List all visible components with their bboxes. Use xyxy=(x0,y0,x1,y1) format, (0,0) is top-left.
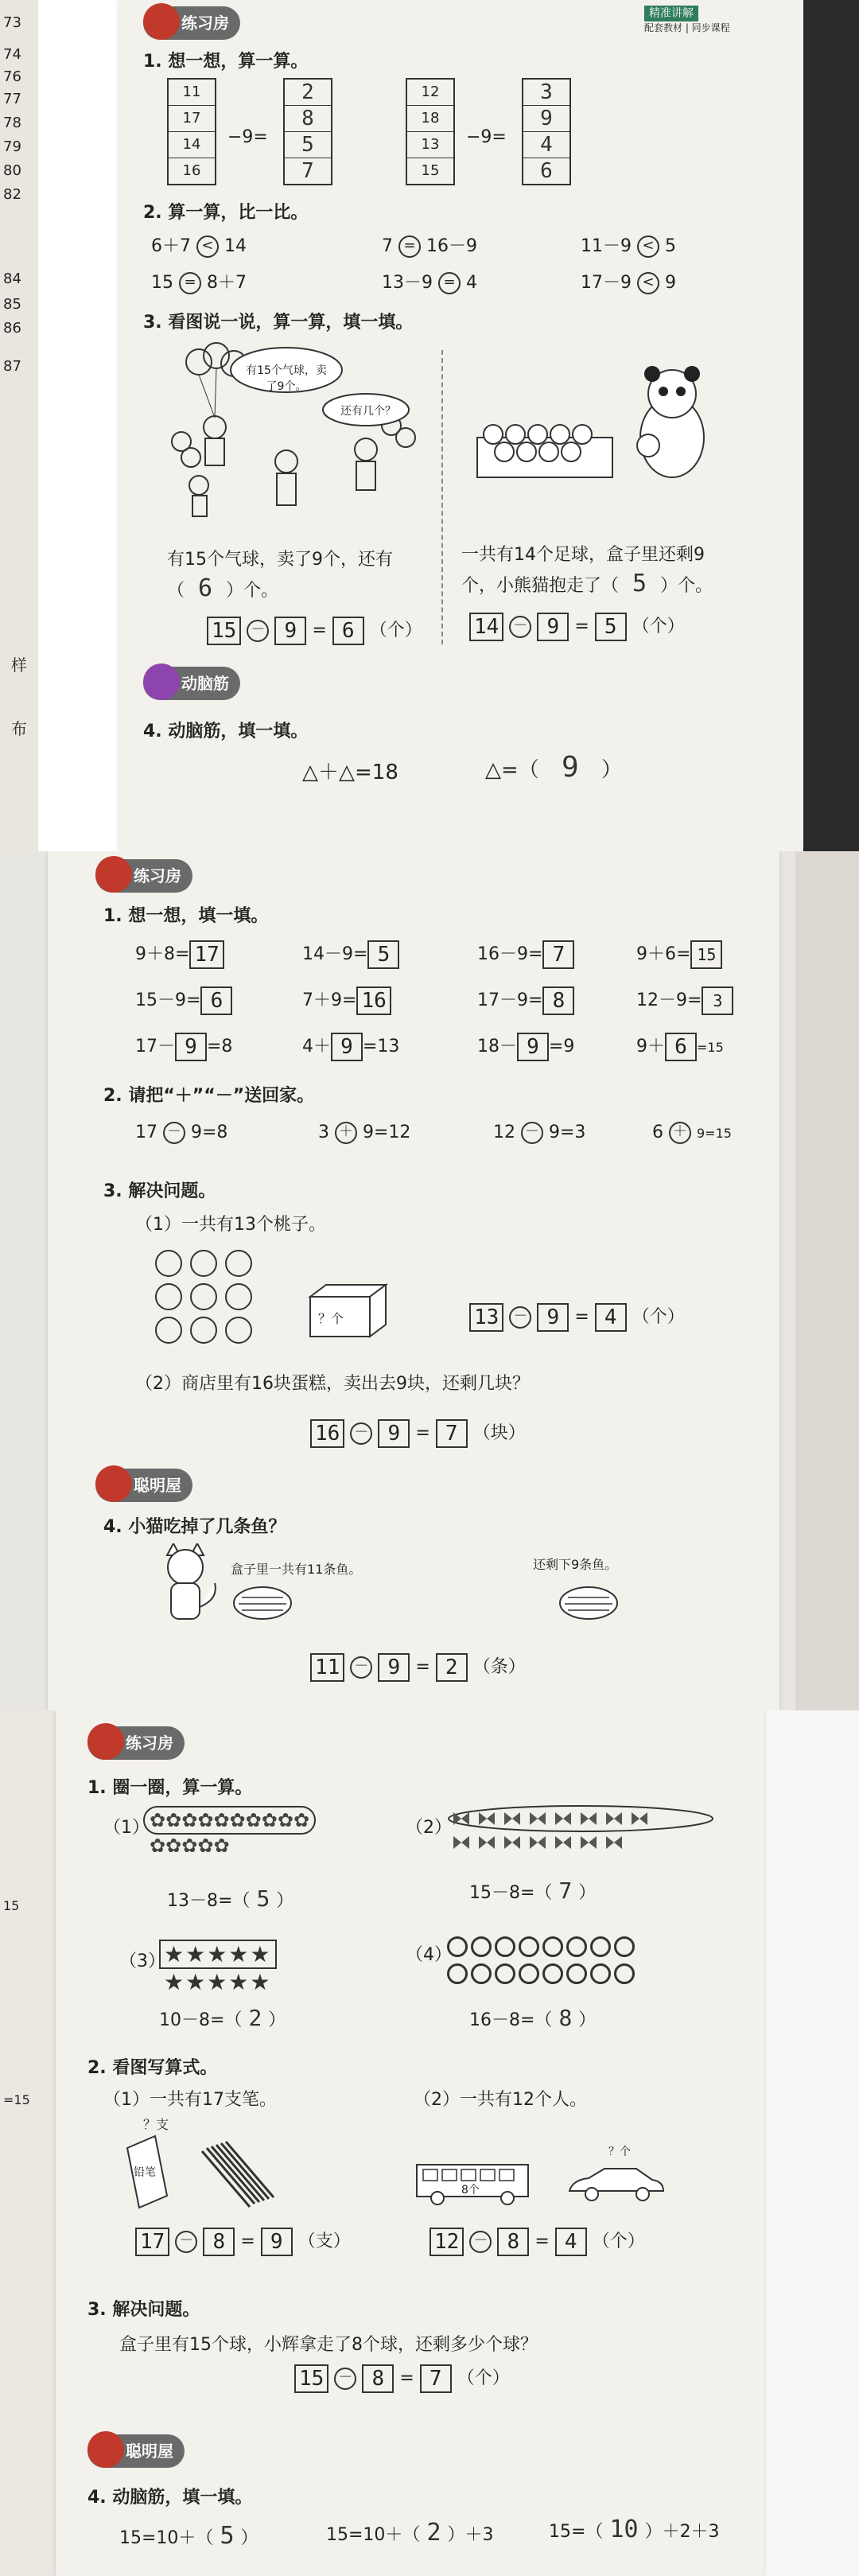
fill-item xyxy=(636,986,733,1015)
operand-tail: 9=12 xyxy=(363,1123,411,1142)
expr: 18－ xyxy=(477,1037,517,1056)
operand: 17 xyxy=(135,1123,157,1142)
badge-icon xyxy=(143,663,180,700)
question-title: 4. 小猫吃掉了几条鱼？ xyxy=(103,1517,286,1537)
badge-label: 练习房 xyxy=(181,14,229,33)
fill-item xyxy=(135,940,224,969)
answer-box[interactable]: 2 xyxy=(436,1653,468,1682)
page-number: 78 xyxy=(3,115,21,131)
peaches-illustration xyxy=(151,1246,262,1349)
number-cards-right xyxy=(406,78,455,185)
compare-right: 14 xyxy=(224,236,247,256)
page-number: 87 xyxy=(3,358,21,375)
expr-tail: ）＋2＋3 xyxy=(644,2522,720,2542)
circle-equation xyxy=(159,2005,286,2031)
number-card: 17 xyxy=(169,106,215,132)
answer-box[interactable]: 7 xyxy=(420,2364,452,2393)
equals-sign: = xyxy=(415,1657,430,1677)
brand-label: 精准讲解 xyxy=(644,6,698,21)
equals-sign: = xyxy=(574,1307,589,1327)
equals-sign: = xyxy=(534,2232,550,2251)
question-title: 3. 解决问题。 xyxy=(87,2300,200,2320)
operator-circle[interactable]: － xyxy=(350,1656,372,1679)
operator-circle[interactable]: － xyxy=(163,1122,185,1144)
answer-box[interactable]: 15 xyxy=(207,617,241,645)
operator-item xyxy=(493,1122,585,1144)
operator-circle[interactable]: － xyxy=(509,616,531,638)
fill-item xyxy=(477,940,574,969)
answer-box[interactable]: 9 xyxy=(261,2228,293,2256)
compare-item xyxy=(382,232,477,258)
operator-circle[interactable]: － xyxy=(350,1422,372,1445)
question-title: 1. 想一想，填一填。 xyxy=(103,906,269,926)
answer-box[interactable]: 15 xyxy=(690,940,722,969)
compare-sign[interactable]: < xyxy=(637,272,659,294)
answer-value[interactable]: 2 xyxy=(426,2519,441,2547)
answer-box[interactable]: 9 xyxy=(331,1033,363,1061)
number-card: 13 xyxy=(407,132,453,158)
question-title: 3. 看图说一说，算一算，填一填。 xyxy=(143,313,414,333)
section-badge xyxy=(87,2434,185,2468)
answer-value[interactable]: 6 xyxy=(198,574,213,602)
fill-item xyxy=(636,940,722,969)
unit-label: （个） xyxy=(632,617,685,636)
operation-label: −9= xyxy=(227,127,268,147)
pencil-box-label: 铅笔 xyxy=(134,2166,156,2179)
brand-sub: 配套教材 | 同步课程 xyxy=(644,22,730,33)
sub-label: （2） xyxy=(406,1818,452,1838)
expr: 9＋6= xyxy=(636,944,691,964)
paren-open: （ xyxy=(167,581,185,601)
sub-question: （1）一共有13个桃子。 xyxy=(135,1215,326,1235)
operator-circle[interactable]: ＋ xyxy=(669,1122,691,1144)
paper-sheet xyxy=(56,1710,764,2576)
expr: 13－8=（ xyxy=(167,1891,251,1911)
operand-tail: 9=15 xyxy=(697,1126,732,1141)
answer-box[interactable]: 7 xyxy=(542,940,574,969)
paper-sheet xyxy=(48,851,779,1710)
side-text: 样 xyxy=(11,656,27,675)
equation-row xyxy=(469,1303,685,1332)
triangle-answer xyxy=(485,751,622,784)
operand: 3 xyxy=(318,1123,329,1142)
compare-left: 15 xyxy=(151,273,173,293)
badge-icon xyxy=(87,1723,124,1760)
sub-question: （2）商店里有16块蛋糕，卖出去9块，还剩几块？ xyxy=(135,1374,530,1394)
triangle-equation: △＋△=18 xyxy=(302,761,398,784)
unit-label: （个） xyxy=(369,621,422,640)
operator-circle[interactable]: － xyxy=(334,2368,356,2390)
background-dark xyxy=(795,851,859,1710)
answer-value[interactable]: 9 xyxy=(562,751,579,784)
expr: 16－9= xyxy=(477,944,543,964)
compare-sign[interactable]: = xyxy=(179,272,201,294)
worksheet-page-2 xyxy=(0,851,859,1710)
unit-label: （个） xyxy=(632,1307,685,1327)
answer-box[interactable]: 9 xyxy=(175,1033,207,1061)
flower-row: ✿✿✿✿✿✿✿✿✿✿ xyxy=(143,1806,316,1835)
answer-box[interactable]: 13 xyxy=(469,1303,503,1332)
operator-circle[interactable]: － xyxy=(521,1122,543,1144)
problem-text: 盒子里有15个球，小辉拿走了8个球，还剩多少个球？ xyxy=(119,2335,538,2355)
answer-value[interactable]: 8 xyxy=(558,2005,573,2031)
fill-item xyxy=(477,986,574,1015)
operator-item xyxy=(318,1122,410,1144)
background-dark xyxy=(764,1710,859,2576)
answer-box[interactable]: 12 xyxy=(430,2228,464,2256)
page-number: 74 xyxy=(3,46,21,63)
operator-circle[interactable]: － xyxy=(247,620,269,642)
compare-item xyxy=(151,232,247,258)
fish-box-illustration xyxy=(231,1583,294,1623)
star-row: ★★★★★ xyxy=(159,1940,277,1969)
compare-item xyxy=(382,269,477,294)
answer-card[interactable]: 5 xyxy=(285,132,331,158)
expr: 10－8=（ xyxy=(159,2010,243,2030)
box-illustration xyxy=(302,1281,390,1344)
operator-item xyxy=(135,1122,227,1144)
expr: 15=（ xyxy=(549,2522,604,2542)
answer-cards-left xyxy=(283,78,332,185)
caption: 盒子里一共有11条鱼。 xyxy=(231,1562,362,1577)
paren-close: ）个。 xyxy=(660,576,713,596)
number-card: 16 xyxy=(182,162,201,179)
answer-box[interactable]: 6 xyxy=(665,1033,697,1061)
answer-card[interactable]: 8 xyxy=(285,106,331,132)
sub-label: （1） xyxy=(103,1818,150,1838)
answer-value[interactable]: 2 xyxy=(248,2005,262,2031)
fill-equation xyxy=(119,2522,258,2550)
equation-row xyxy=(294,2364,510,2393)
flower-group xyxy=(143,1806,406,1857)
equation-row xyxy=(207,617,422,645)
answer-box[interactable]: 16 xyxy=(356,986,391,1015)
expr: 4＋ xyxy=(302,1037,331,1056)
number-cards-left xyxy=(167,78,216,185)
answer-box[interactable]: 9 xyxy=(378,1653,410,1682)
paren-close: ） xyxy=(578,2010,597,2030)
football-box-illustration xyxy=(461,358,724,509)
answer-box[interactable]: 9 xyxy=(537,1303,569,1332)
compare-sign[interactable]: < xyxy=(637,235,659,258)
expr: 17－9= xyxy=(477,990,543,1010)
answer-card[interactable]: 7 xyxy=(301,159,314,183)
answer-box[interactable]: 16 xyxy=(310,1419,344,1448)
unit-label: （支） xyxy=(297,2232,351,2251)
paren-close: ）个。 xyxy=(226,581,279,601)
compare-item xyxy=(581,232,676,258)
answer-value[interactable]: 5 xyxy=(256,1885,270,1912)
operator-circle[interactable]: － xyxy=(175,2231,197,2253)
badge-label: 练习房 xyxy=(126,1734,173,1753)
section-badge xyxy=(87,1726,185,1760)
fill-item xyxy=(302,986,391,1015)
page-number: 85 xyxy=(3,296,21,313)
paren-close: ） xyxy=(601,758,623,782)
box-label: ？个 xyxy=(318,1311,344,1326)
ring-row xyxy=(445,1935,684,1962)
badge-label: 聪明屋 xyxy=(126,2442,173,2461)
compare-left: 6＋7 xyxy=(151,236,191,256)
operand: 6 xyxy=(652,1123,663,1142)
fill-equation xyxy=(549,2516,720,2543)
answer-value[interactable]: 10 xyxy=(609,2516,639,2543)
section-badge xyxy=(143,6,240,40)
speech-bubble: 还有几个？ xyxy=(340,405,396,418)
answer-box[interactable]: 9 xyxy=(378,1419,410,1448)
question-title: 1. 圈一圈，算一算。 xyxy=(87,1778,253,1798)
page-number: 86 xyxy=(3,320,21,337)
answer-box[interactable]: 4 xyxy=(595,1303,627,1332)
compare-left: 13－9 xyxy=(382,273,433,293)
equals-sign: = xyxy=(574,617,589,636)
equals-sign: = xyxy=(415,1423,430,1443)
problem-text: 有15个气球，卖了9个，还有 xyxy=(167,550,393,570)
worksheet-page-3 xyxy=(0,1710,859,2576)
compare-sign[interactable]: = xyxy=(398,235,421,258)
question-title: 4. 动脑筋，填一填。 xyxy=(87,2488,253,2508)
operator-circle[interactable]: ＋ xyxy=(335,1122,357,1144)
expr: 12－9= xyxy=(636,990,702,1010)
question-title: 4. 动脑筋，填一填。 xyxy=(143,722,309,741)
expr: 15－8=（ xyxy=(469,1883,553,1903)
background-dark xyxy=(803,0,859,851)
answer-card[interactable]: 4 xyxy=(523,132,569,158)
side-text: 布 xyxy=(11,719,27,738)
left-page-edge xyxy=(0,0,38,851)
expr-tail: ）＋3 xyxy=(447,2525,494,2545)
operand-tail: 9=8 xyxy=(191,1123,228,1142)
answer-box[interactable]: 8 xyxy=(203,2228,235,2256)
page-number: 84 xyxy=(3,270,21,287)
paren-close: ） xyxy=(276,1891,294,1911)
answer-box[interactable]: 15 xyxy=(294,2364,328,2393)
problem-text: 一共有14个足球，盒子里还剩9 xyxy=(461,545,705,565)
equals-sign: = xyxy=(240,2232,255,2251)
expr-tail: =15 xyxy=(697,1040,724,1055)
answer-box[interactable]: 17 xyxy=(135,2228,169,2256)
equation-row xyxy=(430,2228,645,2256)
ring-row xyxy=(445,1962,684,1989)
expr: 7＋9= xyxy=(302,990,357,1010)
page-number: 79 xyxy=(3,138,21,155)
number-card: 18 xyxy=(407,106,453,132)
paren-close: ） xyxy=(578,1883,597,1903)
fish-box-illustration xyxy=(557,1583,620,1623)
question-title: 2. 看图写算式。 xyxy=(87,2058,218,2078)
answer-card[interactable]: 2 xyxy=(285,80,331,106)
section-badge xyxy=(143,667,240,700)
circle-equation xyxy=(469,2005,596,2031)
paren-close: ） xyxy=(268,2010,286,2030)
answer-box[interactable]: 11 xyxy=(310,1653,344,1682)
circle-equation xyxy=(469,1878,596,1904)
compare-item xyxy=(581,269,676,294)
fill-item xyxy=(302,940,399,969)
number-card: 14 xyxy=(169,132,215,158)
compare-left: 17－9 xyxy=(581,273,632,293)
edge-text: =15 xyxy=(3,2092,30,2107)
expr-tail: =9 xyxy=(549,1037,575,1056)
fill-item xyxy=(636,1033,724,1061)
circle-equation xyxy=(167,1885,293,1912)
operator-item xyxy=(652,1122,732,1144)
number-card: 11 xyxy=(169,80,215,106)
operator-circle[interactable]: － xyxy=(469,2231,492,2253)
compare-right: 5 xyxy=(665,236,676,256)
page-number: 80 xyxy=(3,162,21,179)
page-number: 77 xyxy=(3,91,21,107)
answer-box[interactable]: 8 xyxy=(362,2364,394,2393)
operand-tail: 9=3 xyxy=(549,1123,586,1142)
compare-sign[interactable]: = xyxy=(438,272,461,294)
sub-question: （2）一共有12个人。 xyxy=(414,2090,587,2110)
answer-box[interactable]: 4 xyxy=(555,2228,587,2256)
problem-text-part: 个，小熊猫抱走了（ xyxy=(461,576,620,596)
answer-box[interactable]: 8 xyxy=(542,986,574,1015)
answer-box[interactable]: 6 xyxy=(200,986,232,1015)
unit-label: （条） xyxy=(472,1657,526,1677)
brand-badge xyxy=(644,5,730,34)
page-number: 76 xyxy=(3,68,21,85)
equals-sign: = xyxy=(312,621,327,640)
bus-label: 8个 xyxy=(461,2184,480,2197)
answer-value[interactable]: 7 xyxy=(558,1878,573,1904)
number-card: 15 xyxy=(421,162,440,179)
page-number: 73 xyxy=(3,14,21,31)
number-card: 12 xyxy=(407,80,453,106)
equation-row xyxy=(310,1653,526,1682)
compare-left: 7 xyxy=(382,236,393,256)
operand: 12 xyxy=(493,1123,515,1142)
operator-circle[interactable]: － xyxy=(509,1306,531,1329)
answer-box[interactable]: 9 xyxy=(517,1033,549,1061)
answer-card[interactable]: 9 xyxy=(523,106,569,132)
compare-right: 16－9 xyxy=(426,236,477,256)
unit-label: （个） xyxy=(457,2368,510,2388)
star-row: ★★★★★ xyxy=(164,1969,272,1995)
badge-icon xyxy=(143,3,180,40)
expr: 9＋ xyxy=(636,1037,665,1056)
operation-label: −9= xyxy=(466,127,507,147)
expr-tail: =13 xyxy=(363,1037,400,1056)
equation-row xyxy=(310,1419,526,1448)
expr-tail: =8 xyxy=(207,1037,233,1056)
flower-row: ✿✿✿✿✿ xyxy=(150,1835,230,1857)
triangle-label: △=（ xyxy=(485,758,539,782)
answer-value[interactable]: 5 xyxy=(220,2522,235,2550)
fill-item xyxy=(477,1033,574,1061)
compare-item xyxy=(151,269,247,294)
expr: 15－9= xyxy=(135,990,201,1010)
answer-card[interactable]: 3 xyxy=(523,80,569,106)
expr: 15=10＋（ xyxy=(326,2525,421,2545)
caption: 还剩下9条鱼。 xyxy=(533,1557,618,1572)
question-mark-label: ？支 xyxy=(143,2117,169,2132)
badge-label: 练习房 xyxy=(134,866,181,885)
badge-label: 聪明屋 xyxy=(134,1476,181,1495)
answer-box[interactable]: 9 xyxy=(537,613,569,641)
section-badge xyxy=(95,1469,192,1502)
divider xyxy=(441,350,443,644)
question-title: 2. 请把“＋”“－”送回家。 xyxy=(103,1086,315,1106)
ring-group xyxy=(445,1935,684,1989)
car-label: ？个 xyxy=(608,2146,631,2158)
fill-item xyxy=(302,1033,399,1061)
badge-icon xyxy=(95,856,132,893)
paper-sheet xyxy=(119,0,803,851)
badge-label: 动脑筋 xyxy=(181,674,229,693)
answer-box[interactable]: 14 xyxy=(469,613,503,641)
answer-box[interactable]: 8 xyxy=(497,2228,529,2256)
answer-value[interactable]: 5 xyxy=(632,570,647,597)
answer-box[interactable]: 5 xyxy=(367,940,399,969)
answer-cards-right xyxy=(522,78,571,185)
answer-card[interactable]: 6 xyxy=(540,159,553,183)
badge-icon xyxy=(95,1465,132,1502)
answer-box[interactable]: 5 xyxy=(595,613,627,641)
badge-icon xyxy=(87,2431,124,2468)
star-group xyxy=(159,1940,277,1995)
sub-label: （4） xyxy=(406,1945,452,1965)
unit-label: （块） xyxy=(472,1423,526,1443)
car-illustration xyxy=(565,2164,668,2204)
problem-text xyxy=(167,574,278,602)
answer-box[interactable]: 7 xyxy=(436,1419,468,1448)
expr: 16－8=（ xyxy=(469,2010,553,2030)
equation-row xyxy=(469,613,685,641)
question-title: 3. 解决问题。 xyxy=(103,1181,216,1201)
compare-left: 11－9 xyxy=(581,236,632,256)
fill-item xyxy=(135,1033,232,1061)
answer-box[interactable]: 3 xyxy=(702,986,733,1015)
edge-text: 15 xyxy=(3,1898,20,1913)
sub-label: （3） xyxy=(119,1951,165,1971)
expr: 15=10＋（ xyxy=(119,2528,214,2548)
pencils-illustration xyxy=(199,2140,278,2212)
butterfly-group xyxy=(445,1804,716,1860)
answer-box[interactable]: 17 xyxy=(189,940,223,969)
page-number: 82 xyxy=(3,186,21,203)
sub-question: （1）一共有17支笔。 xyxy=(103,2090,277,2110)
section-badge xyxy=(95,859,192,893)
answer-box[interactable]: 9 xyxy=(274,617,306,645)
question-title: 2. 算一算，比一比。 xyxy=(143,203,309,223)
fill-equation xyxy=(326,2519,494,2547)
equals-sign: = xyxy=(399,2368,414,2388)
fill-item xyxy=(135,986,232,1015)
expr-tail: ） xyxy=(240,2528,258,2548)
compare-right: 9 xyxy=(665,273,676,293)
worksheet-page-1 xyxy=(0,0,859,851)
compare-sign[interactable]: < xyxy=(196,235,219,258)
speech-bubble: 有15个气球，卖了9个。 xyxy=(246,364,327,393)
cat-illustration xyxy=(151,1543,223,1631)
unit-label: （个） xyxy=(592,2232,645,2251)
compare-right: 8＋7 xyxy=(207,273,247,293)
expr: 17－ xyxy=(135,1037,175,1056)
expr: 14－9= xyxy=(302,944,368,964)
equation-row xyxy=(135,2228,351,2256)
problem-text xyxy=(461,570,713,597)
compare-right: 4 xyxy=(466,273,477,293)
question-title: 1. 想一想，算一算。 xyxy=(143,52,309,72)
answer-box[interactable]: 6 xyxy=(332,617,364,645)
expr: 9＋8= xyxy=(135,944,190,964)
